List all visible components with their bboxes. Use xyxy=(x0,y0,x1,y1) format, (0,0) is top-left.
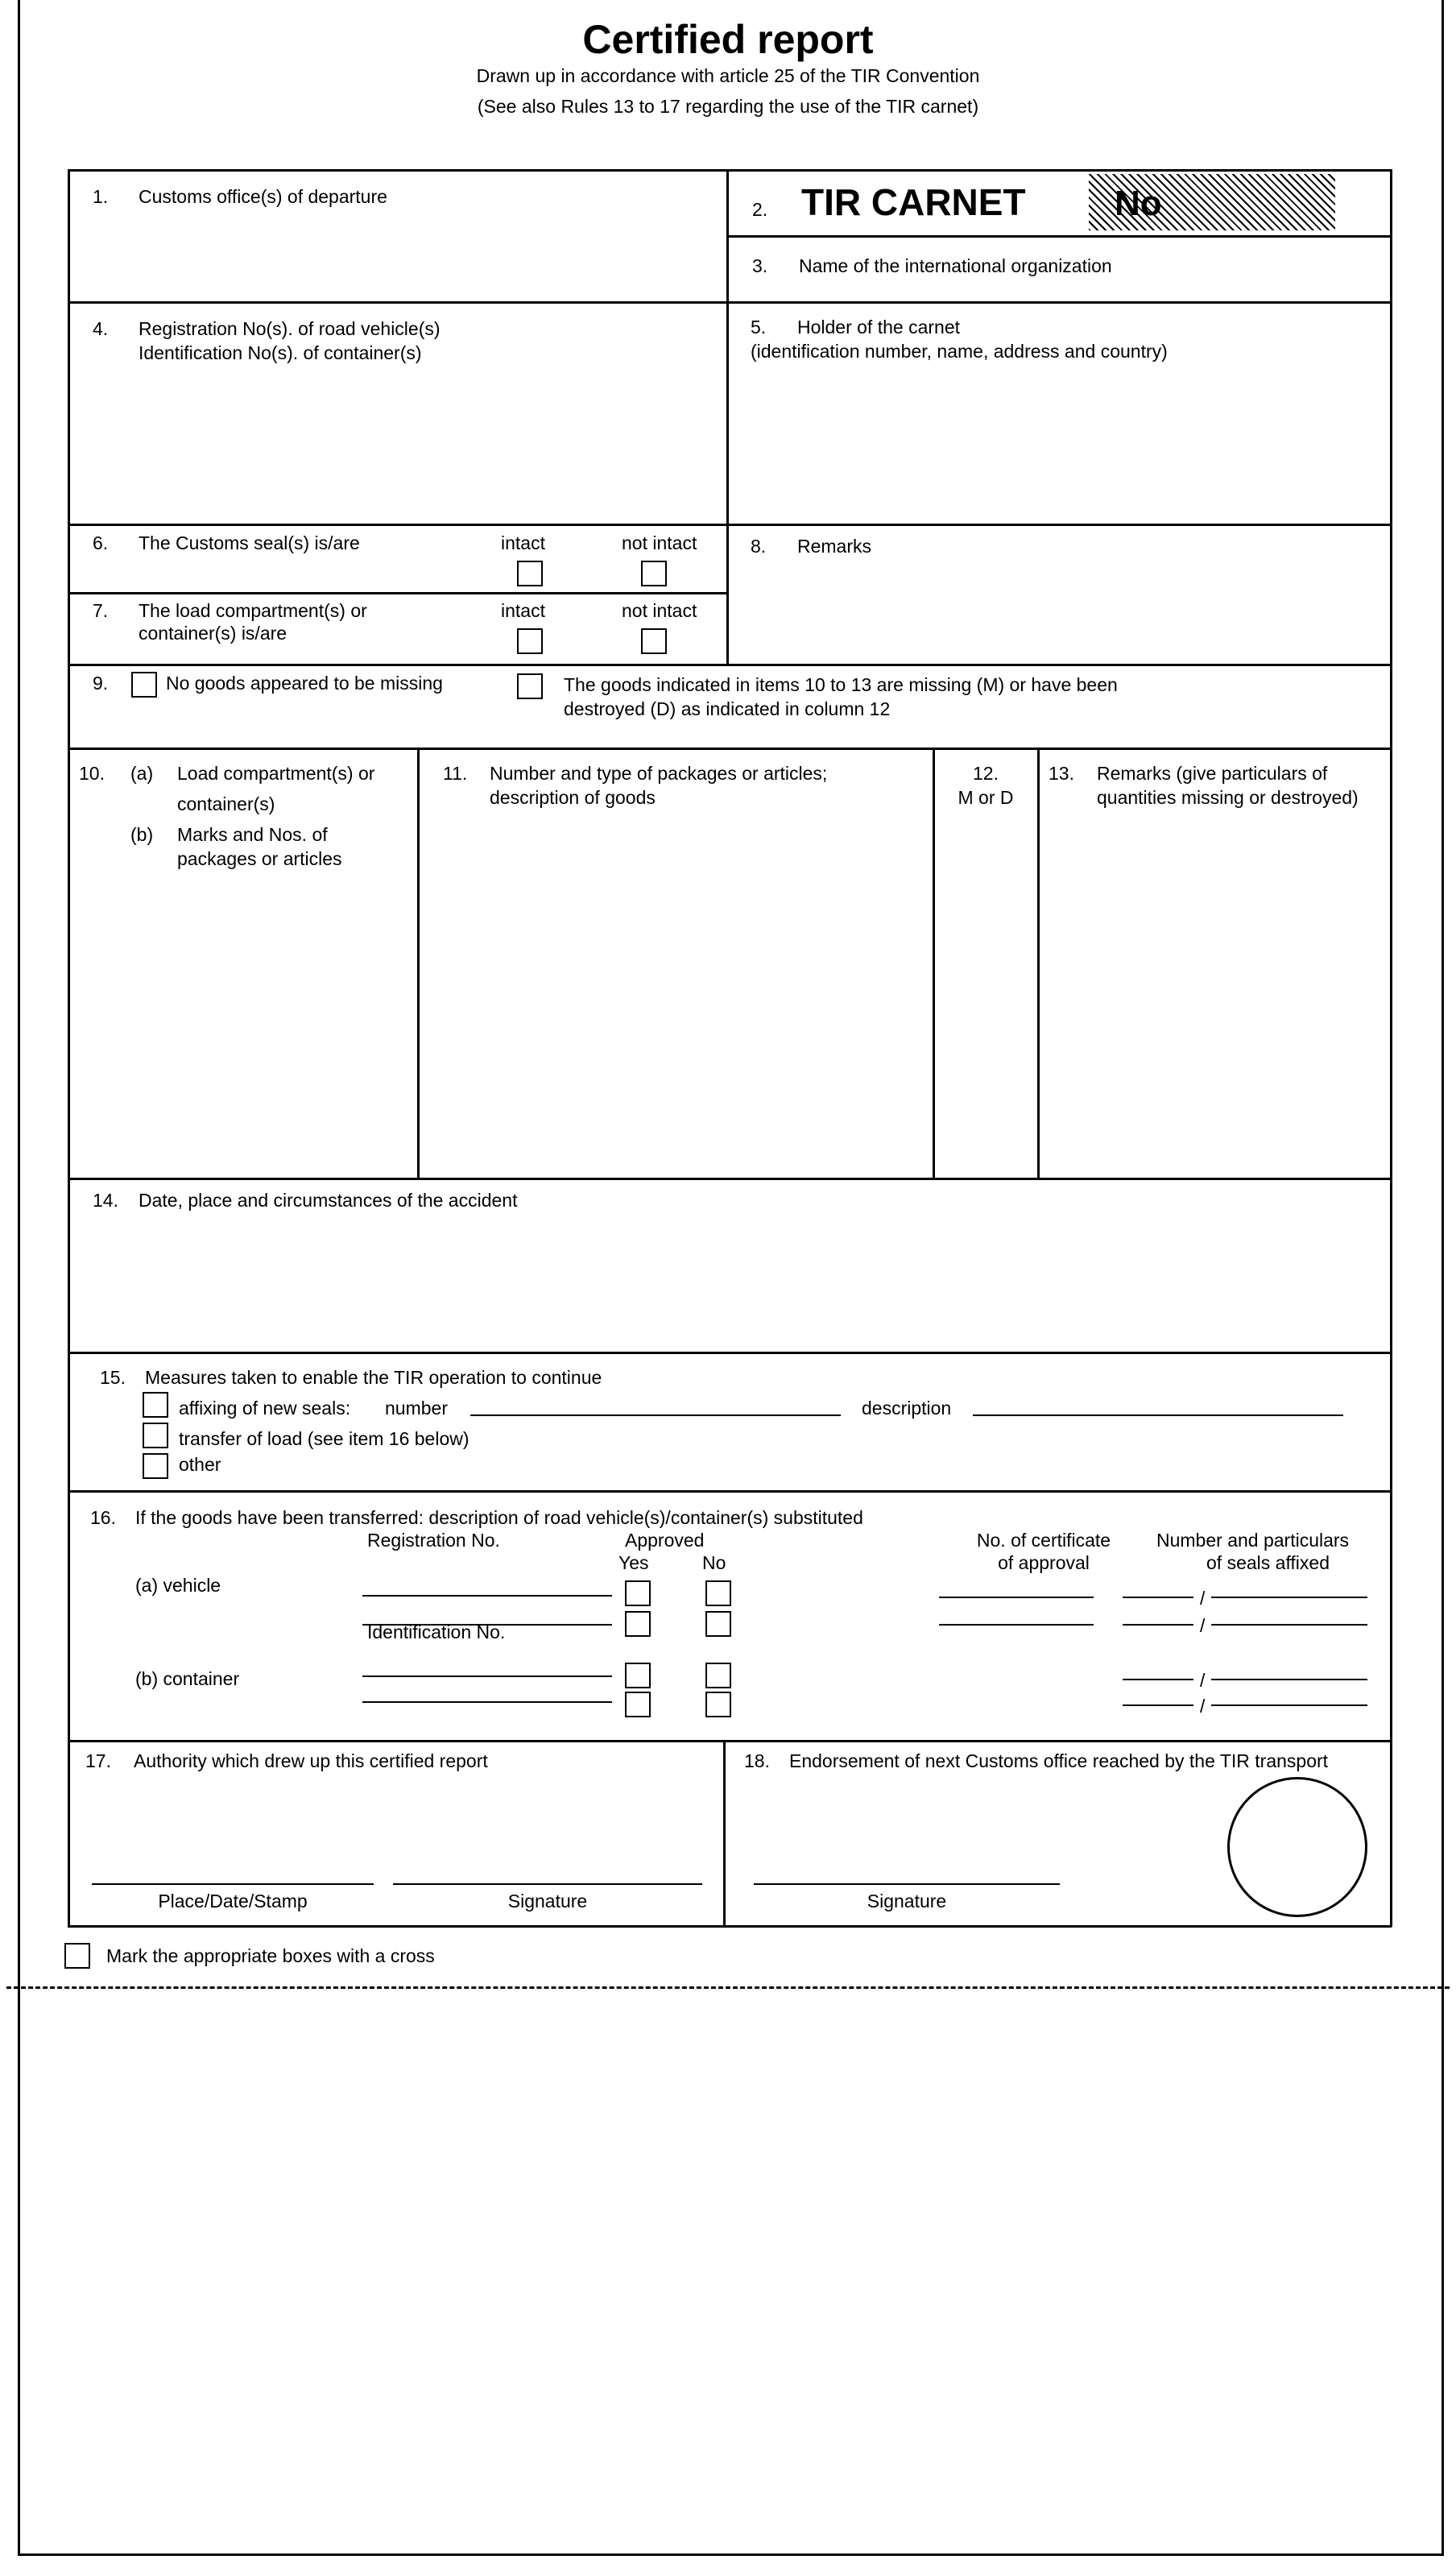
subtitle-article: Drawn up in accordance with article 25 of the TIR Convention xyxy=(476,65,980,86)
container-seals-slash-1: / xyxy=(1200,1670,1206,1691)
subtitle-rules: (See also Rules 13 to 17 regarding the use of the TIR carnet) xyxy=(477,96,979,117)
box-7-number: 7. xyxy=(93,600,109,621)
box-15-number-input[interactable] xyxy=(470,1414,841,1416)
box-13-number: 13. xyxy=(1049,763,1074,784)
container-seals-slash-2: / xyxy=(1200,1696,1206,1717)
endorsement-signature-label: Signature xyxy=(867,1891,947,1912)
container-row2-yes-checkbox[interactable] xyxy=(625,1692,651,1717)
box-11-number: 11. xyxy=(443,763,468,784)
box-9-no-missing-label: No goods appeared to be missing xyxy=(166,673,443,694)
box-3-label: Name of the international organization xyxy=(799,255,1112,276)
box-13-line1: Remarks (give particulars of xyxy=(1097,763,1328,784)
box-16-container-label: (b) container xyxy=(135,1668,240,1689)
box-5-line1: Holder of the carnet xyxy=(797,317,961,338)
box-13-line2: quantities missing or destroyed) xyxy=(1097,787,1359,808)
box-15-number: 15. xyxy=(100,1367,126,1388)
box-7-intact-label: intact xyxy=(501,600,545,621)
box-15-transfer-label: transfer of load (see item 16 below) xyxy=(179,1428,469,1449)
box-14-label: Date, place and circumstances of the accident xyxy=(139,1190,518,1211)
container-input-2[interactable] xyxy=(362,1701,612,1703)
box-17-number: 17. xyxy=(85,1750,111,1771)
box-18-number: 18. xyxy=(744,1750,770,1771)
box-4-line2: Identification No(s). of container(s) xyxy=(139,342,422,363)
box-6-label: The Customs seal(s) is/are xyxy=(139,532,360,553)
box-10-b-line2: packages or articles xyxy=(177,848,342,869)
container-seals-number-2[interactable] xyxy=(1123,1704,1193,1706)
vehicle-row2-yes-checkbox[interactable] xyxy=(625,1611,651,1637)
box-1-label: Customs office(s) of departure xyxy=(139,186,387,207)
box-7-not-intact-checkbox[interactable] xyxy=(641,628,667,654)
box-4-number: 4. xyxy=(93,318,109,339)
box-10-a-mark: (a) xyxy=(130,763,154,784)
container-row1-yes-checkbox[interactable] xyxy=(625,1663,651,1688)
box-16-yes-header: Yes xyxy=(618,1552,649,1573)
container-row1-no-checkbox[interactable] xyxy=(705,1663,731,1688)
box-10-number: 10. xyxy=(79,763,105,784)
authority-signature-input[interactable] xyxy=(393,1883,702,1885)
box-6-intact-label: intact xyxy=(501,532,545,553)
vehicle-seals-number-2[interactable] xyxy=(1123,1624,1193,1626)
vehicle-seals-slash-1: / xyxy=(1200,1588,1206,1609)
vehicle-seals-particulars-1[interactable] xyxy=(1211,1597,1367,1598)
carnet-no-label: No xyxy=(1115,184,1162,223)
vehicle-seals-slash-2: / xyxy=(1200,1615,1206,1636)
box-10-b-line1: Marks and Nos. of xyxy=(177,824,328,845)
box-5-number: 5. xyxy=(751,317,767,338)
customs-stamp-circle[interactable] xyxy=(1227,1777,1367,1917)
box-15-description-label: description xyxy=(862,1398,952,1419)
box-17-label: Authority which drew up this certified report xyxy=(134,1750,488,1771)
container-seals-number-1[interactable] xyxy=(1123,1679,1193,1680)
box-12-number: 12. xyxy=(973,763,999,784)
place-date-stamp-input[interactable] xyxy=(92,1883,374,1885)
page-title: Certified report xyxy=(582,17,874,62)
authority-signature-label: Signature xyxy=(507,1891,588,1912)
box-15-other-checkbox[interactable] xyxy=(143,1453,168,1479)
box-7-line2: container(s) is/are xyxy=(139,623,287,644)
box-16-label: If the goods have been transferred: description of road vehicle(s)/container(s) substituted xyxy=(135,1507,863,1528)
container-seals-particulars-2[interactable] xyxy=(1211,1704,1367,1706)
box-9-missing-line2: destroyed (D) as indicated in column 12 xyxy=(564,698,891,719)
vehicle-certificate-input-1[interactable] xyxy=(939,1597,1094,1598)
tir-carnet-title: TIR CARNET xyxy=(801,181,1026,223)
box-8-label: Remarks xyxy=(797,536,872,557)
vehicle-registration-input[interactable] xyxy=(362,1595,612,1597)
vehicle-row2-no-checkbox[interactable] xyxy=(705,1611,731,1637)
box-16-vehicle-label: (a) vehicle xyxy=(135,1575,221,1596)
box-15-transfer-checkbox[interactable] xyxy=(143,1423,168,1448)
box-9-missing-line1: The goods indicated in items 10 to 13 are missing (M) or have been xyxy=(564,674,1118,695)
box-12-label: M or D xyxy=(958,787,1014,808)
place-date-stamp-label: Place/Date/Stamp xyxy=(158,1891,308,1912)
box-16-certificate-header-2: of approval xyxy=(998,1552,1090,1573)
container-seals-particulars-1[interactable] xyxy=(1211,1679,1367,1680)
box-6-not-intact-checkbox[interactable] xyxy=(641,561,667,586)
box-16-approved-header: Approved xyxy=(625,1530,705,1551)
vehicle-row1-yes-checkbox[interactable] xyxy=(625,1580,651,1606)
footnote-text: Mark the appropriate boxes with a cross xyxy=(106,1945,435,1966)
box-14-number: 14. xyxy=(93,1190,118,1211)
box-2-number: 2. xyxy=(752,199,768,220)
tear-off-dashed-line xyxy=(6,1986,1450,1989)
box-7-line1: The load compartment(s) or xyxy=(139,600,367,621)
box-3-number: 3. xyxy=(752,255,768,276)
footnote-sample-checkbox xyxy=(64,1943,90,1969)
box-15-new-seals-checkbox[interactable] xyxy=(143,1392,168,1418)
box-6-intact-checkbox[interactable] xyxy=(517,561,543,586)
box-11-line2: description of goods xyxy=(490,787,656,808)
box-16-no-header: No xyxy=(702,1552,726,1573)
box-7-intact-checkbox[interactable] xyxy=(517,628,543,654)
box-8-number: 8. xyxy=(751,536,767,557)
box-6-not-intact-label: not intact xyxy=(622,532,697,553)
box-16-seals-header: Number and particulars xyxy=(1156,1530,1350,1551)
box-7-not-intact-label: not intact xyxy=(622,600,697,621)
box-16-certificate-header: No. of certificate xyxy=(976,1530,1111,1551)
box-15-description-input[interactable] xyxy=(973,1414,1343,1416)
box-10-a-line2: container(s) xyxy=(177,793,275,814)
box-18-label: Endorsement of next Customs office reached by the TIR transport xyxy=(789,1750,1329,1771)
endorsement-signature-input[interactable] xyxy=(754,1883,1060,1885)
box-16-number: 16. xyxy=(90,1507,116,1528)
vehicle-seals-number-1[interactable] xyxy=(1123,1597,1193,1598)
box-16-identification-label: Identification No. xyxy=(367,1622,506,1642)
box-6-number: 6. xyxy=(93,532,109,553)
box-15-other-label: other xyxy=(179,1454,221,1475)
container-row2-no-checkbox[interactable] xyxy=(705,1692,731,1717)
box-5-line2: (identification number, name, address and country) xyxy=(751,341,1168,362)
box-9-number: 9. xyxy=(93,673,109,694)
box-1-number: 1. xyxy=(93,186,109,207)
box-15-number-label: number xyxy=(385,1398,448,1419)
box-4-line1: Registration No(s). of road vehicle(s) xyxy=(139,318,441,339)
box-15-label: Measures taken to enable the TIR operation to continue xyxy=(145,1367,602,1388)
vehicle-seals-particulars-2[interactable] xyxy=(1211,1624,1367,1626)
vehicle-certificate-input-2[interactable] xyxy=(939,1624,1094,1626)
box-10-a-line1: Load compartment(s) or xyxy=(177,763,375,784)
box-16-seals-header-2: of seals affixed xyxy=(1206,1552,1330,1573)
vehicle-row1-no-checkbox[interactable] xyxy=(705,1580,731,1606)
box-9-missing-checkbox[interactable] xyxy=(517,673,543,699)
box-11-line1: Number and type of packages or articles; xyxy=(490,763,828,784)
box-10-b-mark: (b) xyxy=(130,824,154,845)
container-input-1[interactable] xyxy=(362,1675,612,1677)
box-15-new-seals-label: affixing of new seals: xyxy=(179,1398,351,1419)
box-9-no-missing-checkbox[interactable] xyxy=(131,672,157,698)
box-16-registration-header: Registration No. xyxy=(367,1530,500,1551)
